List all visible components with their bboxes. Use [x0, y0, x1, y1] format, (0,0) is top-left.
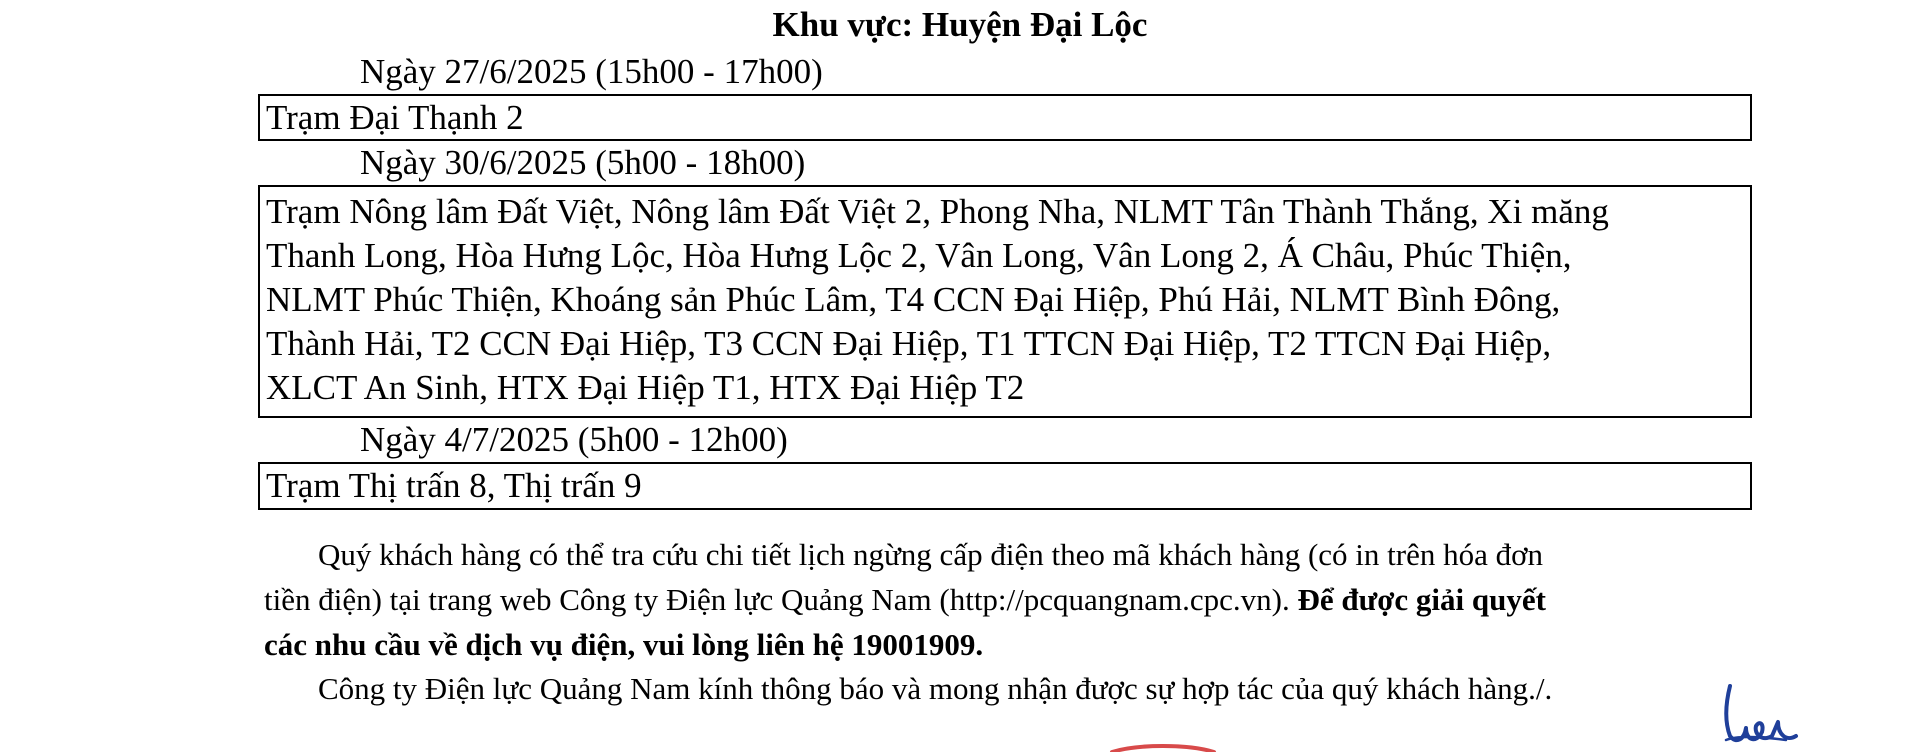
notice-line-2-bold: Để được giải quyết	[1297, 582, 1546, 617]
station-line: XLCT An Sinh, HTX Đại Hiệp T1, HTX Đại Hiệp T2	[266, 368, 1025, 407]
station-line: Thanh Long, Hòa Hưng Lộc, Hòa Hưng Lộc 2, Vân Long, Vân Long 2, Á Châu, Phúc Thiện,	[266, 236, 1572, 275]
notice-line-1: Quý khách hàng có thể tra cứu chi tiết lịch ngừng cấp điện theo mã khách hàng (có in trên hóa đơn	[318, 537, 1544, 572]
closing-paragraph	[264, 666, 1764, 711]
stamp-edge-mark	[1108, 743, 1218, 752]
station-line: Trạm Nông lâm Đất Việt, Nông lâm Đất Việt 2, Phong Nha, NLMT Tân Thành Thắng, Xi măng	[266, 192, 1609, 231]
signature-mark	[1716, 666, 1806, 752]
notice-paragraph	[264, 532, 1764, 667]
station-box-1	[258, 94, 1752, 141]
station-line: NLMT Phúc Thiện, Khoáng sản Phúc Lâm, T4 CCN Đại Hiệp, Phú Hải, NLMT Bình Đông,	[266, 280, 1561, 319]
station-line: Thành Hải, T2 CCN Đại Hiệp, T3 CCN Đại Hiệp, T1 TTCN Đại Hiệp, T2 TTCN Đại Hiệp,	[266, 324, 1552, 363]
schedule-date-3: Ngày 4/7/2025 (5h00 - 12h00)	[360, 420, 788, 459]
schedule-date-2: Ngày 30/6/2025 (5h00 - 18h00)	[360, 143, 806, 182]
notice-line-3: các nhu cầu về dịch vụ điện, vui lòng liên hệ 19001909.	[264, 627, 984, 662]
region-title: Khu vực: Huyện Đại Lộc	[772, 5, 1148, 44]
notice-line-2-text: tiền điện) tại trang web Công ty Điện lực Quảng Nam (http://pcquangnam.cpc.vn).	[264, 582, 1298, 617]
notice-line-2	[264, 577, 1764, 622]
station-box-3	[258, 462, 1752, 510]
station-line: Trạm Đại Thạnh 2	[266, 98, 524, 137]
station-box-2	[258, 185, 1752, 418]
closing-line: Công ty Điện lực Quảng Nam kính thông báo và mong nhận được sự hợp tác của quý khách hàng./.	[318, 671, 1553, 706]
station-line: Trạm Thị trấn 8, Thị trấn 9	[266, 466, 642, 505]
schedule-date-1: Ngày 27/6/2025 (15h00 - 17h00)	[360, 52, 823, 91]
